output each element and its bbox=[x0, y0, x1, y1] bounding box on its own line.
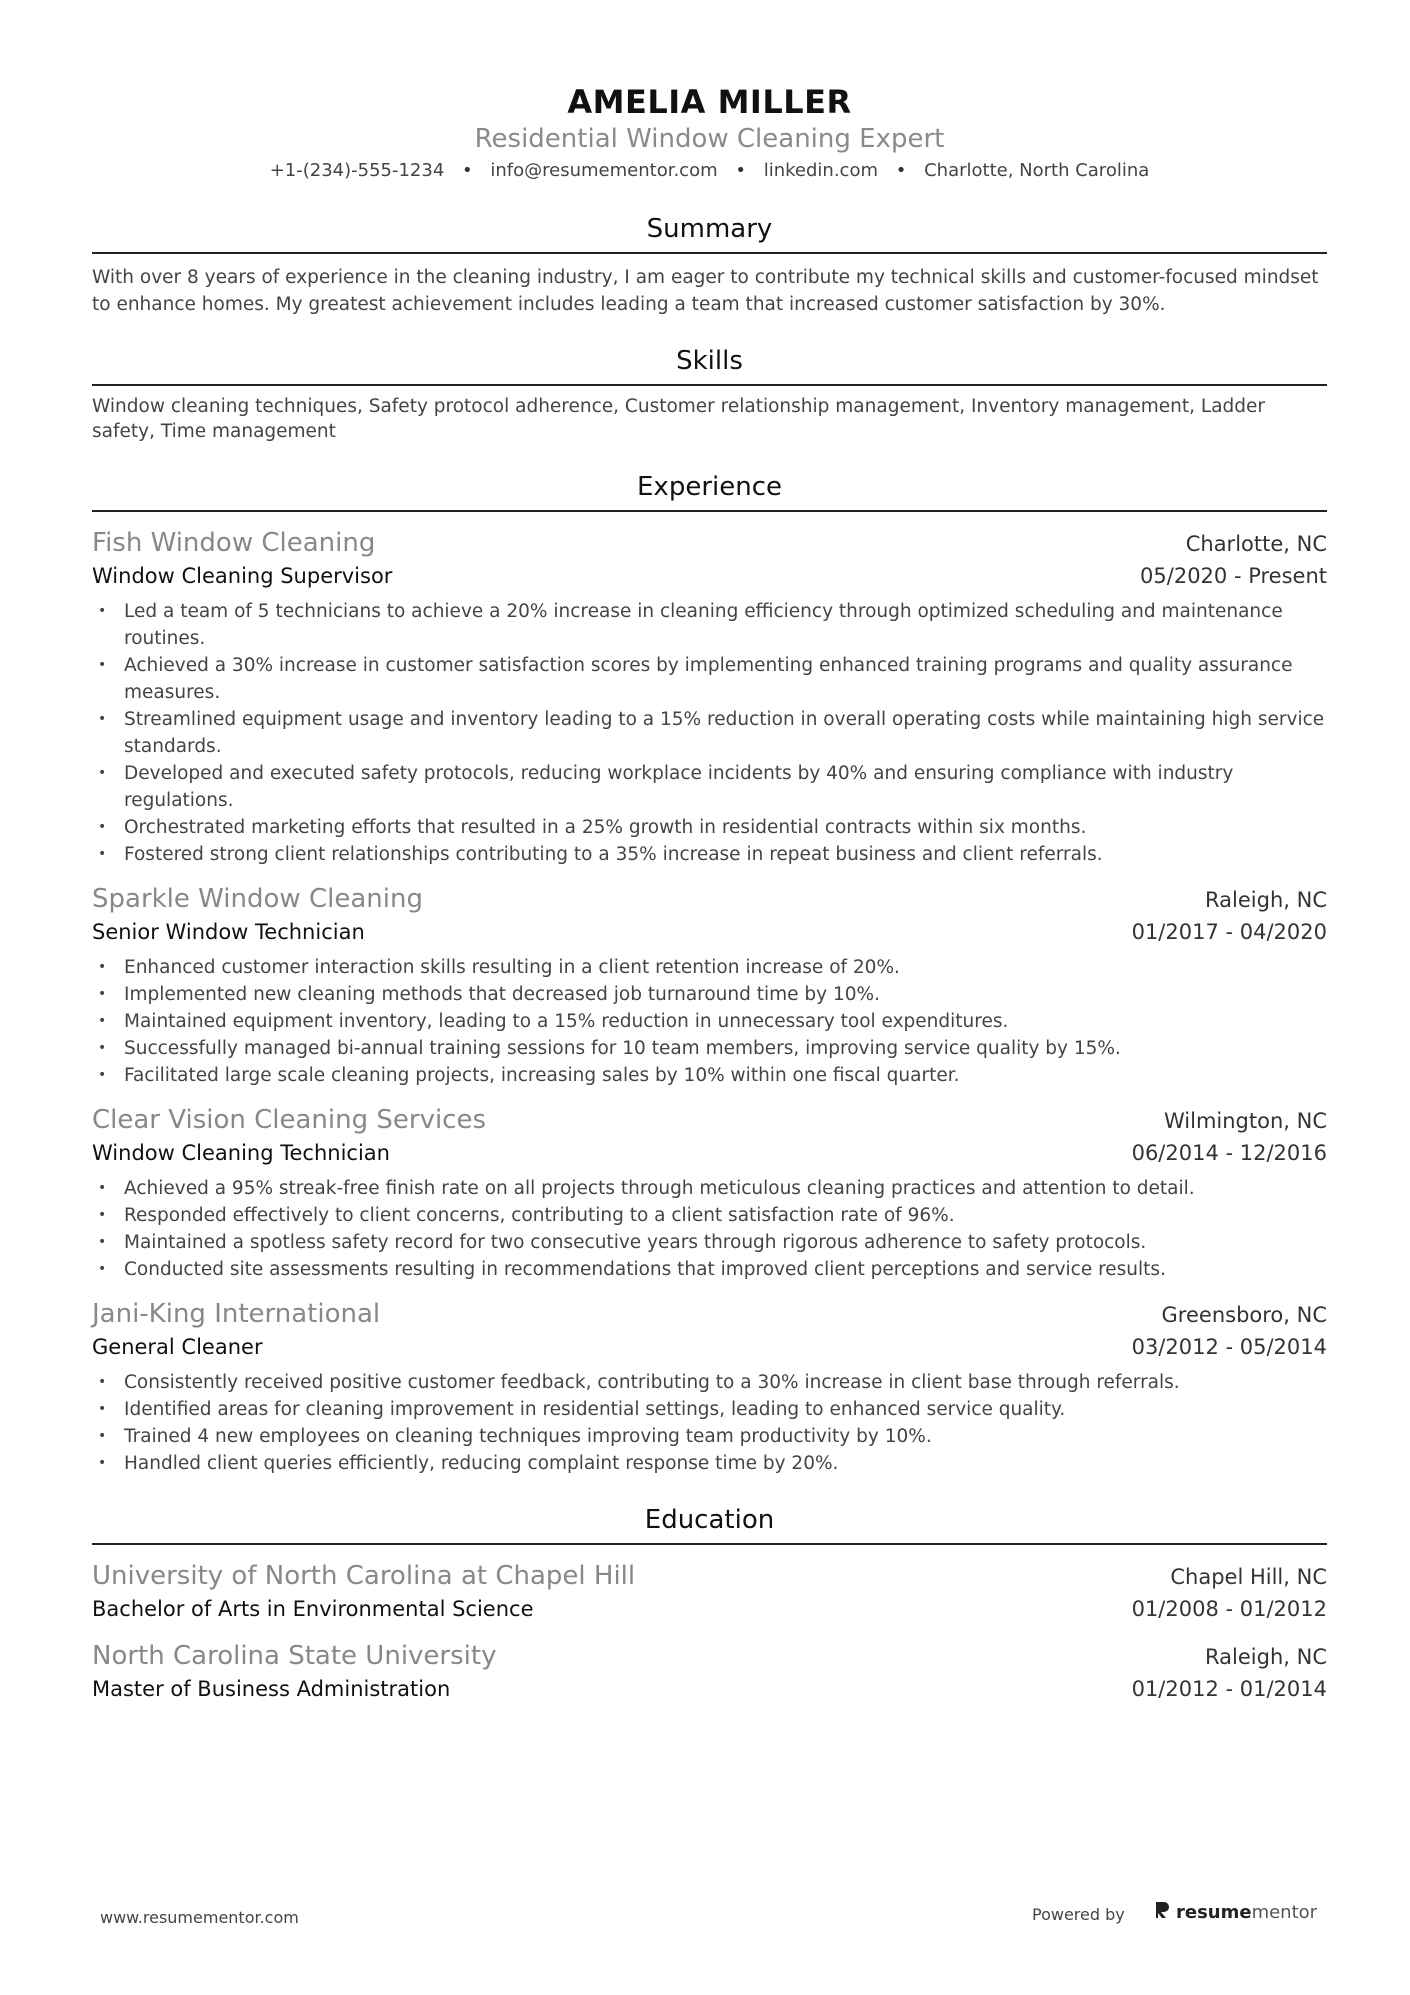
education-section bbox=[92, 1503, 1327, 1705]
bullet-text: Consistently received positive customer feedback, contributing to a 30% increase in client base through referrals. bbox=[124, 1372, 1180, 1393]
bullet-item bbox=[92, 1256, 1327, 1283]
bullet-icon: • bbox=[98, 1374, 107, 1390]
bullet-icon: • bbox=[98, 1067, 107, 1083]
bullet-item bbox=[92, 814, 1327, 841]
bullet-item bbox=[92, 598, 1327, 652]
brand-name bbox=[1176, 1902, 1317, 1923]
job-entry bbox=[92, 882, 1327, 1089]
summary-text: With over 8 years of experience in the cleaning industry, I am eager to contribute my technical skills and customer-focused mindset to enhance homes. My greatest achievement includes leading a team that increased customer satisfaction by 30%. bbox=[92, 267, 1319, 315]
bullet-item bbox=[92, 1369, 1327, 1396]
job-entry bbox=[92, 526, 1327, 868]
bullet-icon: • bbox=[98, 657, 107, 673]
company-name: Sparkle Window Cleaning bbox=[92, 884, 423, 914]
powered-by-label: Powered by bbox=[1032, 1905, 1125, 1924]
separator-dot: • bbox=[895, 160, 907, 181]
brand-light: mentor bbox=[1251, 1901, 1318, 1923]
skills-text: Window cleaning techniques, Safety protocol adherence, Customer relationship management, Inventory management, Ladder safety, Time management bbox=[92, 396, 1266, 442]
education-entry bbox=[92, 1639, 1327, 1705]
bullet-text: Conducted site assessments resulting in recommendations that improved client perceptions and service results. bbox=[124, 1259, 1166, 1280]
bullet-text: Handled client queries efficiently, reducing complaint response time by 20%. bbox=[124, 1453, 839, 1474]
bullet-icon: • bbox=[98, 711, 107, 727]
job-dates: 06/2014 - 12/2016 bbox=[1131, 1141, 1327, 1165]
section-title: Summary bbox=[92, 212, 1327, 254]
degree-name: Bachelor of Arts in Environmental Science bbox=[92, 1597, 534, 1621]
bullet-icon: • bbox=[98, 1455, 107, 1471]
summary-section bbox=[92, 212, 1327, 318]
job-role: Window Cleaning Technician bbox=[92, 1141, 390, 1165]
footer-url[interactable]: www.resumementor.com bbox=[100, 1908, 299, 1927]
section-title: Skills bbox=[92, 344, 1327, 386]
bullet-icon: • bbox=[98, 1401, 107, 1417]
bullet-icon: • bbox=[98, 1428, 107, 1444]
bullet-text: Trained 4 new employees on cleaning techniques improving team productivity by 10%. bbox=[124, 1426, 932, 1447]
separator-dot: • bbox=[462, 160, 473, 181]
contact-email[interactable]: info@resumementor.com bbox=[490, 160, 718, 181]
bullet-item bbox=[92, 1008, 1327, 1035]
bullet-text: Achieved a 95% streak-free finish rate on all projects through meticulous cleaning practices and attention to detail. bbox=[124, 1178, 1195, 1199]
separator-dot: • bbox=[735, 160, 746, 181]
candidate-name: AMELIA MILLER bbox=[567, 83, 852, 121]
bullet-text: Enhanced customer interaction skills resulting in a client retention increase of 20%. bbox=[124, 957, 900, 978]
job-location: Charlotte, NC bbox=[1185, 532, 1327, 556]
bullet-icon: • bbox=[98, 1261, 107, 1277]
bullet-item bbox=[92, 841, 1327, 868]
school-name: University of North Carolina at Chapel Hill bbox=[92, 1561, 636, 1591]
bullet-icon: • bbox=[98, 603, 107, 619]
job-bullets bbox=[92, 1175, 1327, 1283]
bullet-item bbox=[92, 1062, 1327, 1089]
bullet-icon: • bbox=[98, 959, 107, 975]
job-location: Greensboro, NC bbox=[1161, 1303, 1327, 1327]
bullet-icon: • bbox=[98, 986, 107, 1002]
skills-section bbox=[92, 344, 1327, 444]
resumementor-logo-icon bbox=[1154, 1900, 1170, 1924]
section-title: Education bbox=[92, 1503, 1327, 1545]
experience-section bbox=[92, 470, 1327, 1477]
contact-line bbox=[92, 158, 1327, 184]
company-name: Fish Window Cleaning bbox=[92, 528, 376, 558]
section-title: Experience bbox=[92, 470, 1327, 512]
bullet-item bbox=[92, 1229, 1327, 1256]
school-location: Raleigh, NC bbox=[1205, 1645, 1327, 1669]
bullet-text: Achieved a 30% increase in customer satisfaction scores by implementing enhanced training programs and quality assurance measures. bbox=[124, 655, 1293, 703]
bullet-item bbox=[92, 760, 1327, 814]
job-entry bbox=[92, 1103, 1327, 1283]
bullet-item bbox=[92, 1035, 1327, 1062]
bullet-item bbox=[92, 1450, 1327, 1477]
bullet-item bbox=[92, 706, 1327, 760]
bullet-item bbox=[92, 1396, 1327, 1423]
bullet-text: Maintained a spotless safety record for two consecutive years through rigorous adherence to safety protocols. bbox=[124, 1232, 1147, 1253]
resume-content bbox=[92, 82, 1327, 1705]
brand-bold: resume bbox=[1176, 1901, 1252, 1923]
bullet-text: Streamlined equipment usage and inventory leading to a 15% reduction in overall operating costs while maintaining high service standards. bbox=[124, 709, 1325, 757]
bullet-icon: • bbox=[98, 1040, 107, 1056]
bullet-text: Maintained equipment inventory, leading to a 15% reduction in unnecessary tool expenditures. bbox=[124, 1011, 1009, 1032]
bullet-item bbox=[92, 1423, 1327, 1450]
school-name: North Carolina State University bbox=[92, 1641, 497, 1671]
bullet-item bbox=[92, 954, 1327, 981]
company-name: Jani-King International bbox=[92, 1299, 381, 1329]
job-bullets bbox=[92, 954, 1327, 1089]
bullet-text: Implemented new cleaning methods that decreased job turnaround time by 10%. bbox=[124, 984, 881, 1005]
job-role: Window Cleaning Supervisor bbox=[92, 564, 393, 588]
job-dates: 03/2012 - 05/2014 bbox=[1131, 1335, 1327, 1359]
bullet-text: Developed and executed safety protocols, reducing workplace incidents by 40% and ensuring compliance with industry regulations. bbox=[124, 763, 1234, 811]
contact-linkedin[interactable]: linkedin.com bbox=[763, 160, 878, 181]
contact-location: Charlotte, North Carolina bbox=[924, 160, 1150, 181]
job-location: Raleigh, NC bbox=[1205, 888, 1327, 912]
job-dates: 05/2020 - Present bbox=[1140, 564, 1327, 588]
bullet-icon: • bbox=[98, 1180, 107, 1196]
bullet-item bbox=[92, 652, 1327, 706]
bullet-item bbox=[92, 1175, 1327, 1202]
bullet-text: Fostered strong client relationships contributing to a 35% increase in repeat business and client referrals. bbox=[124, 844, 1103, 865]
bullet-text: Successfully managed bi-annual training sessions for 10 team members, improving service quality by 15%. bbox=[124, 1038, 1121, 1059]
brand-logo[interactable] bbox=[1154, 1900, 1317, 1924]
job-location: Wilmington, NC bbox=[1163, 1109, 1327, 1133]
school-location: Chapel Hill, NC bbox=[1170, 1565, 1327, 1589]
bullet-icon: • bbox=[98, 1234, 107, 1250]
bullet-text: Responded effectively to client concerns, contributing to a client satisfaction rate of 96%. bbox=[124, 1205, 955, 1226]
bullet-icon: • bbox=[98, 1013, 107, 1029]
education-dates: 01/2012 - 01/2014 bbox=[1131, 1677, 1327, 1701]
bullet-icon: • bbox=[98, 1207, 107, 1223]
job-role: General Cleaner bbox=[92, 1335, 263, 1359]
candidate-title: Residential Window Cleaning Expert bbox=[474, 124, 945, 154]
bullet-text: Facilitated large scale cleaning projects, increasing sales by 10% within one fiscal quarter. bbox=[124, 1065, 960, 1086]
bullet-item bbox=[92, 981, 1327, 1008]
job-bullets bbox=[92, 1369, 1327, 1477]
bullet-icon: • bbox=[98, 819, 107, 835]
bullet-text: Identified areas for cleaning improvement in residential settings, leading to enhanced service quality. bbox=[124, 1399, 1066, 1420]
education-entry bbox=[92, 1559, 1327, 1625]
education-dates: 01/2008 - 01/2012 bbox=[1131, 1597, 1327, 1621]
degree-name: Master of Business Administration bbox=[92, 1677, 451, 1701]
job-dates: 01/2017 - 04/2020 bbox=[1131, 920, 1327, 944]
contact-phone: +1-(234)-555-1234 bbox=[269, 160, 445, 181]
bullet-icon: • bbox=[98, 765, 107, 781]
job-bullets bbox=[92, 598, 1327, 868]
bullet-icon: • bbox=[98, 846, 107, 862]
bullet-text: Led a team of 5 technicians to achieve a 20% increase in cleaning efficiency through optimized scheduling and maintenance routines. bbox=[124, 601, 1283, 649]
bullet-text: Orchestrated marketing efforts that resulted in a 25% growth in residential contracts within six months. bbox=[124, 817, 1087, 838]
job-role: Senior Window Technician bbox=[92, 920, 365, 944]
bullet-item bbox=[92, 1202, 1327, 1229]
company-name: Clear Vision Cleaning Services bbox=[92, 1105, 487, 1135]
job-entry bbox=[92, 1297, 1327, 1477]
